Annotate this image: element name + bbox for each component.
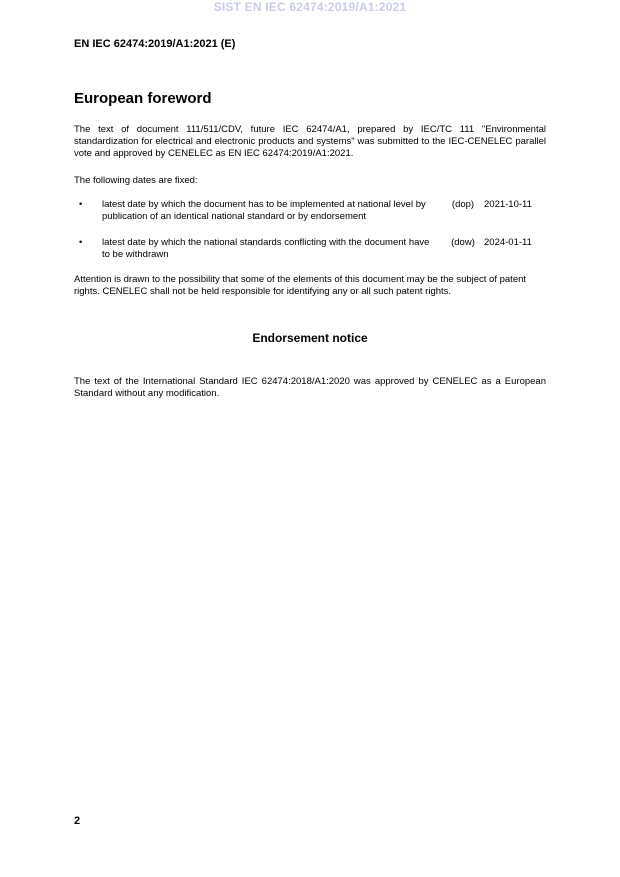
foreword-paragraph: The text of document 111/511/CDV, future IEC 62474/A1, prepared by IEC/TC 111 "Environmental standardization for electrical and electronic products and systems" was submitted to the IEC-CENELEC parallel vote and approved by CENELEC as EN IEC 62474:2019/A1:2021. <box>74 124 546 159</box>
bullet-icon: • <box>79 199 83 210</box>
date-description: latest date by which the document has to be implemented at national level by publication of an identical national standard or by endorsement <box>102 199 426 222</box>
bullet-icon: • <box>79 237 83 248</box>
patent-notice: Attention is drawn to the possibility that some of the elements of this document may be the subject of patent rights. CENELEC shall not be held responsible for identifying any or all such patent rights. <box>74 274 527 297</box>
document-identifier: EN IEC 62474:2019/A1:2021 (E) <box>74 38 236 50</box>
page-number: 2 <box>74 815 81 827</box>
date-code: (dow) <box>451 237 475 248</box>
watermark: SIST EN IEC 62474:2019/A1:2021 <box>213 0 407 14</box>
endorsement-heading: Endorsement notice <box>252 331 368 345</box>
date-value: 2021-10-11 <box>484 199 532 210</box>
foreword-heading: European foreword <box>74 90 212 107</box>
date-description: latest date by which the national standards conflicting with the document have to be withdrawn <box>102 237 430 260</box>
date-code: (dop) <box>451 199 475 210</box>
endorsement-text: The text of the International Standard IEC 62474:2018/A1:2020 was approved by CENELEC as a European Standard without any modification. <box>74 376 546 399</box>
date-value: 2024-01-11 <box>484 237 532 248</box>
dates-intro: The following dates are fixed: <box>74 175 198 186</box>
